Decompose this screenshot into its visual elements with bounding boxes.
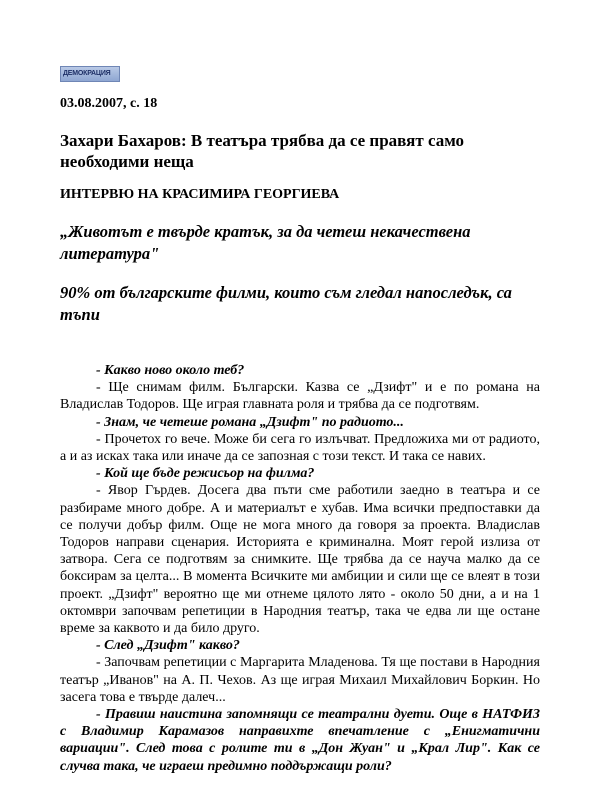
question-paragraph: - След „Дзифт" какво? [96,638,240,654]
question-paragraph: - Кой ще бъде режисьор на филма? [96,466,315,482]
date-page: 03.08.2007, с. 18 [60,96,158,111]
answer-paragraph: - Ще снимам филм. Български. Казва се „Дзифт" и е по романа на Владислав Тодоров. Ще играя главната роля и трябва да се подготвям. [60,380,540,413]
byline: ИНТЕРВЮ НА КРАСИМИРА ГЕОРГИЕВА [60,187,340,202]
answer-paragraph: - Прочетох го вече. Може би сега го излъчват. Предложиха ми от радиото, а и аз исках така или иначе да се запозная с този текст. И така се навих. [60,431,540,465]
article [60,66,540,775]
question-paragraph: - Какво ново около теб? [96,363,245,378]
question-paragraph: - Знам, че четеше романа „Дзифт" по радиото... [96,414,404,430]
newspaper-logo: ДЕМОКРАЦИЯ [60,66,120,82]
article-body [60,362,540,775]
subheading-2: 90% от българските филми, които съм гледал напоследък, са тъпи [60,283,512,324]
subheading-1: „Животът е твърде кратък, за да четеш некачествена литература" [60,222,471,263]
article-title: Захари Бахаров: В театъра трябва да се правят само необходими неща [60,131,465,171]
question-paragraph: - Правиш наистина запомнящи се театрални дуети. Още в НАТФИЗ с Владимир Карамазов направихте впечатление с „Енигматични вариации". След това с ролите ти в „Дон Жуан" и „Крал Лир". Как се случва така, че играеш предимно поддържащи роли? [60,707,540,774]
answer-paragraph: - Явор Гърдев. Досега два пъти сме работили заедно в театъра и се разбираме много добре. А и материалът е хубав. Има всички предпоставки да се получи добър филм. Още не мога много да говоря за проекта. Владислав Тодоров направи сценария. Историята е криминална. Моят герой излиза от затвора. Сега се подготвям за снимките. Ще трябва да се науча малко да се боксирам за целта... В момента Всичките ми амбиции и сили ще се влеят в този проект. „Дзифт" вероятно ще ми отнеме цялото лято - около 50 дни, а и на 1 октомври започвам репетиции в Народния театър, така че едва ли ще остане време за каквото и да било друго. [60,483,540,637]
answer-paragraph: - Започвам репетиции с Маргарита Младенова. Тя ще постави в Народния театър „Иванов" на А. П. Чехов. Аз ще играя Михаил Михайлович Боркин. Но засега това е твърде далеч... [60,655,540,705]
